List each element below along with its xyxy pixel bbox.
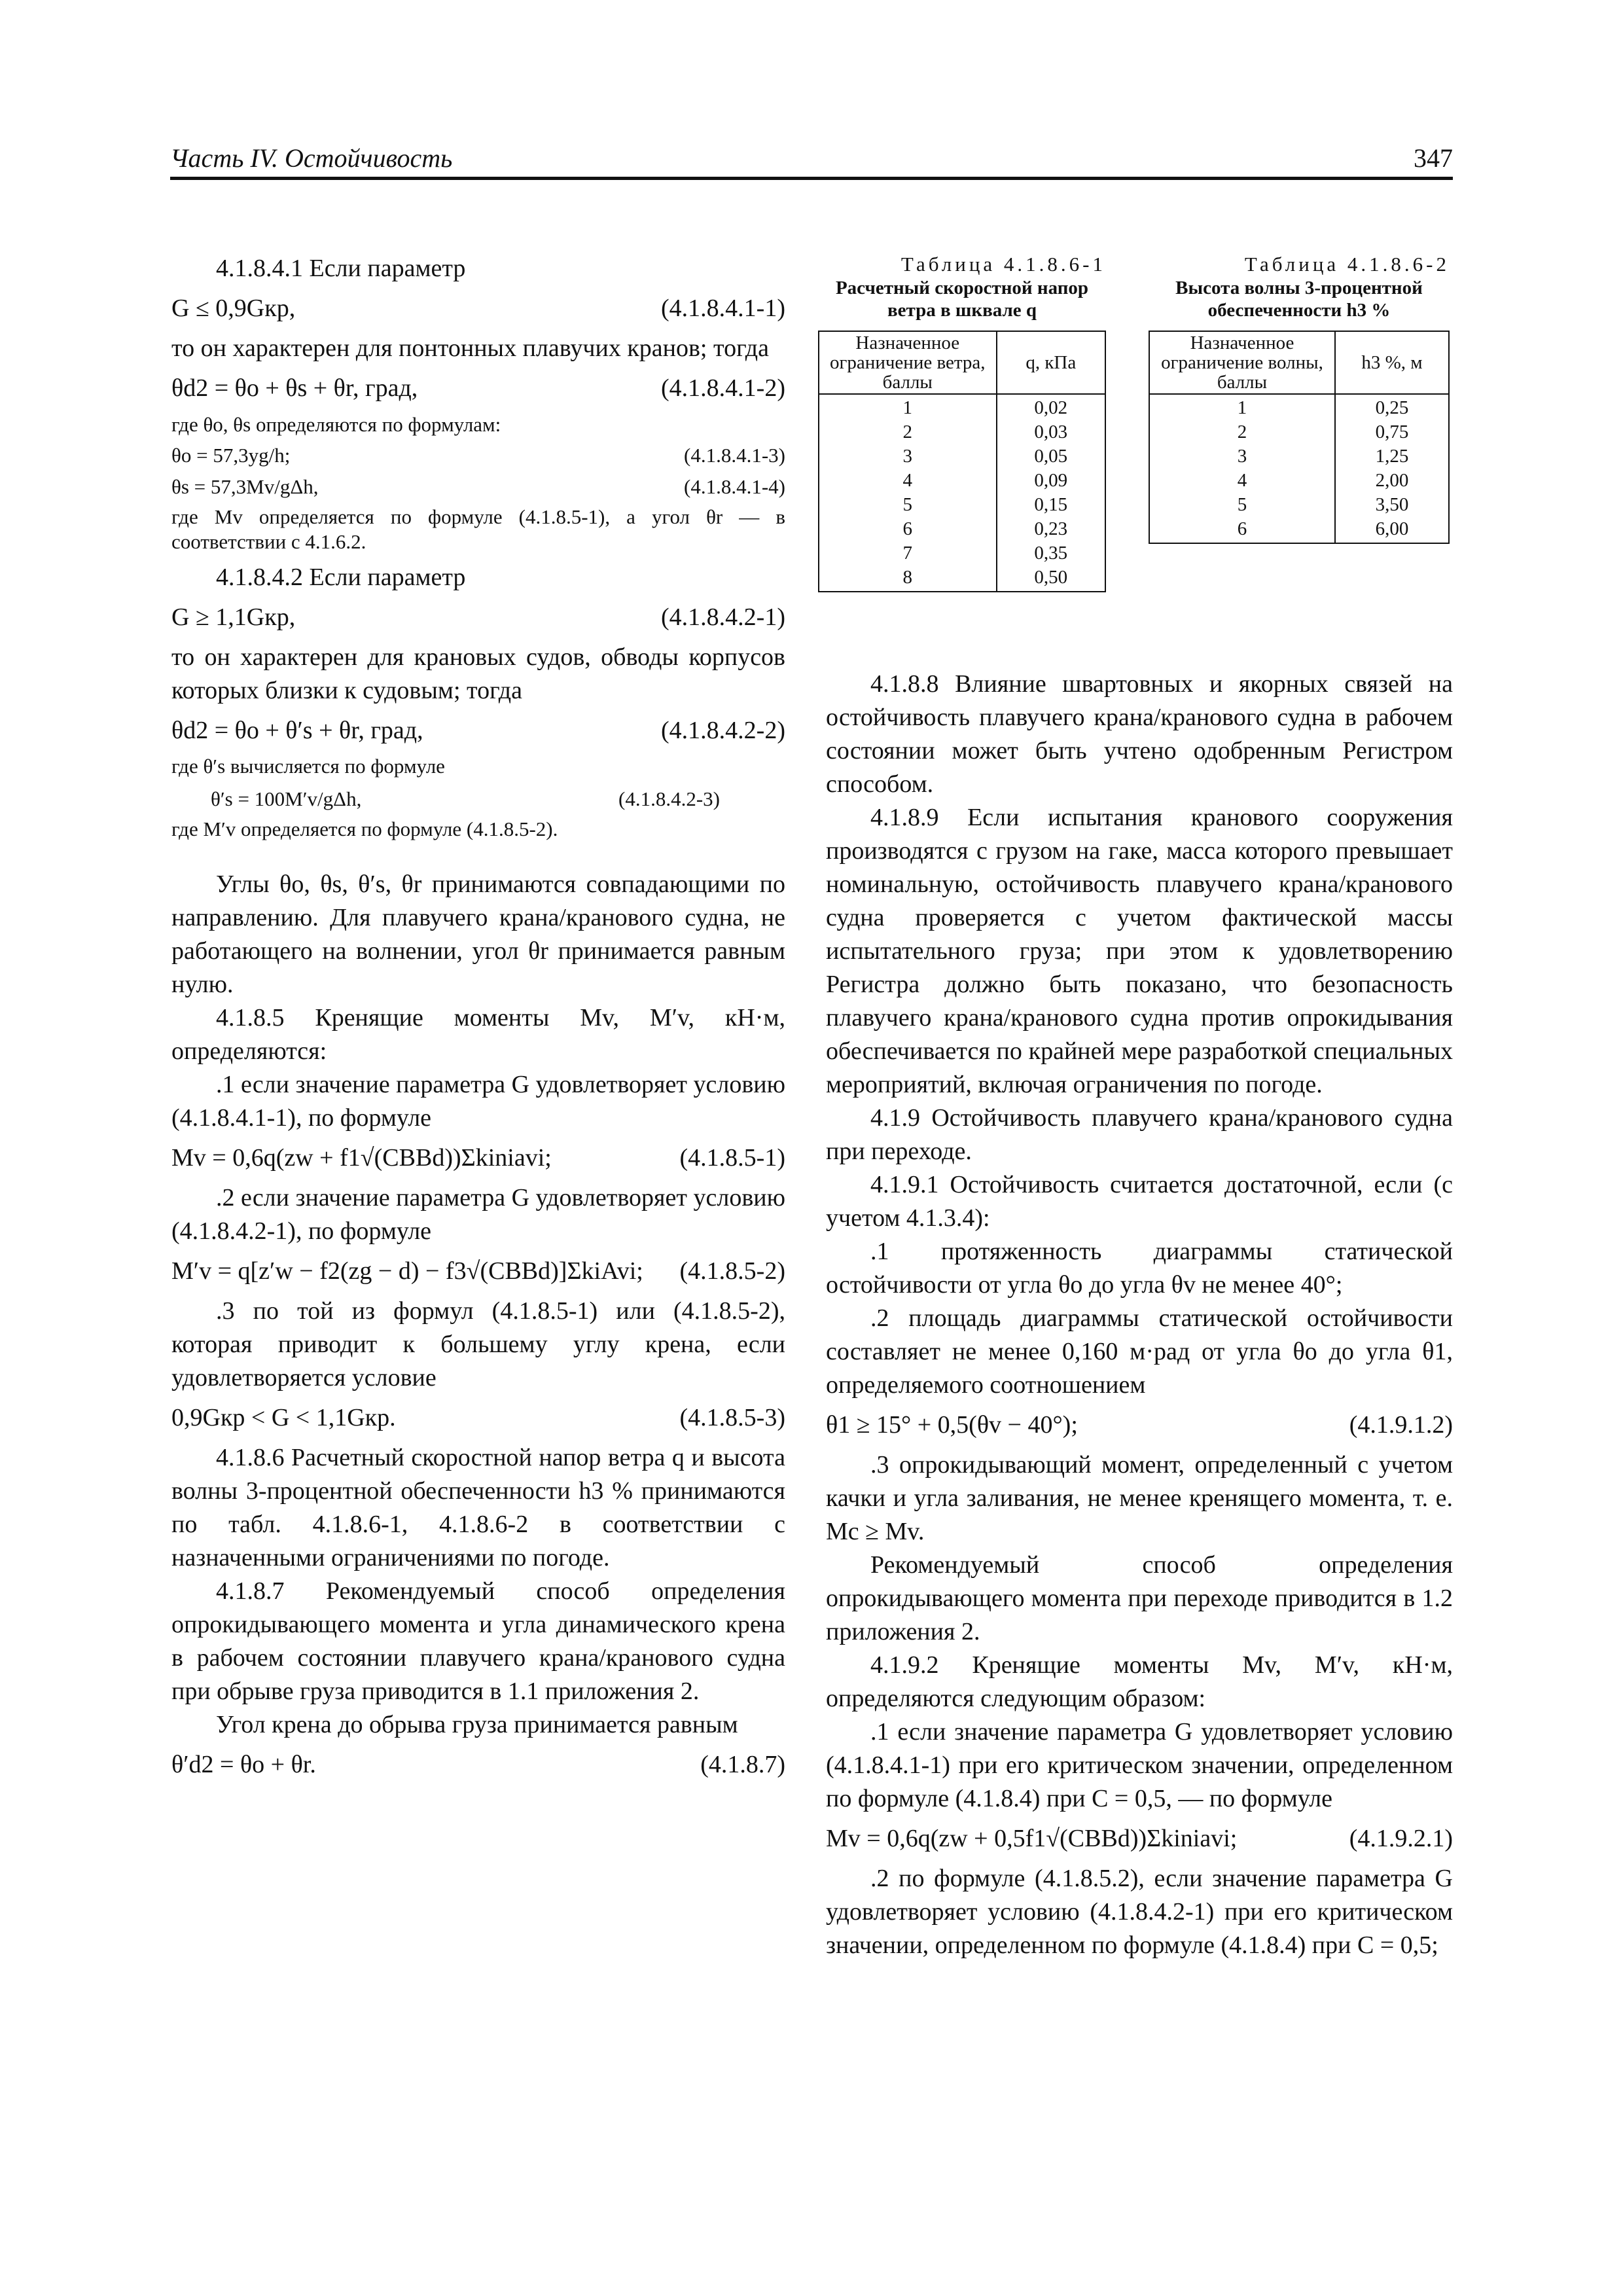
cell-value: 0,09 (1034, 470, 1068, 491)
paragraph: Угол крена до обрыва груза принимается равным (216, 1711, 738, 1738)
paragraph: .1 если значение параметра G удовлетворяет условию (4.1.8.4.1-1) при его критическом значении, определенном по формуле (4.1.8.4) при C = 0,5, — по формуле (826, 1718, 1453, 1812)
formula-note: где Mv определяется по формуле (4.1.8.5-1), а угол θr — в соответствии с 4.1.6.2. (171, 505, 785, 553)
paragraph: .3 по той из формул (4.1.8.5-1) или (4.1.8.5-2), которая приводит к большему углу крена, если удовлетворяется условие (171, 1297, 785, 1391)
cell-value: 1 (902, 397, 913, 418)
formula-expr: G ≥ 1,1Gкр, (171, 603, 296, 631)
paragraph: то он характерен для крановых судов, обводы корпусов которых близки к судовым; тогда (171, 643, 785, 704)
cell-value: 7 (902, 543, 913, 564)
cell-value: 2 (1237, 422, 1247, 442)
formula (171, 601, 785, 634)
formula (171, 1255, 785, 1288)
paragraph: 4.1.8.8 Влияние швартовных и якорных связей на остойчивость плавучего крана/кранового судна в рабочем состоянии может быть учтено одобренным Регистром способом. (826, 670, 1453, 798)
cell-value: 6,00 (1375, 518, 1409, 539)
paragraph: .2 площадь диаграммы статической остойчивости составляет не менее 0,160 м·рад от угла θo до угла θ1, определяемого соотношением (826, 1304, 1453, 1399)
table-4-1-8-6-1 (818, 252, 1106, 592)
table-header-row (819, 331, 1105, 394)
running-header (170, 143, 1453, 180)
formula-expr: θd2 = θo + θs + θr, град, (171, 374, 418, 402)
formula-number: (4.1.8.4.1-3) (684, 444, 785, 467)
paragraph: .2 если значение параметра G удовлетворяет условию (4.1.8.4.2-1), по формуле (171, 1184, 785, 1245)
formula-number: (4.1.8.7) (700, 1751, 785, 1778)
formula-number: (4.1.8.4.1-1) (661, 295, 785, 322)
formula-number: (4.1.9.1.2) (1349, 1411, 1453, 1439)
formula-number: (4.1.8.4.2-1) (661, 603, 785, 631)
formula-number: (4.1.8.4.2-2) (661, 717, 785, 744)
formula-note: где θ′s вычисляется по формуле (171, 755, 445, 778)
table-caption: Таблица 4.1.8.6-1 (901, 253, 1106, 276)
paragraph: 4.1.8.4.1 Если параметр (216, 255, 466, 282)
cell-value: 0,50 (1034, 567, 1068, 588)
data-table (1149, 331, 1450, 544)
table-cell (1149, 394, 1335, 543)
formula-number: (4.1.8.5-1) (679, 1144, 785, 1172)
paragraph: Рекомендуемый способ определения опрокидывающего момента при переходе приводится в 1.2 приложения 2. (826, 1551, 1453, 1645)
formula-expr: θ′d2 = θo + θr. (171, 1751, 316, 1778)
cell-value: 3 (902, 446, 913, 467)
paragraph: Углы θo, θs, θ′s, θr принимаются совпадающими по направлению. Для плавучего крана/кранового судна, не работающего на волнении, угол θr принимается равным нулю. (171, 870, 785, 998)
paragraph: 4.1.9.2 Кренящие моменты Mv, M′v, кН·м, определяются следующим образом: (826, 1651, 1453, 1712)
cell-value: 0,35 (1034, 543, 1068, 564)
cell-value: 2 (902, 422, 913, 442)
cell-value: 0,25 (1375, 397, 1409, 418)
page-number: 347 (1414, 143, 1453, 173)
table-subtitle: Расчетный скоростной напор ветра в шквале q (835, 278, 1089, 321)
paragraph: .1 протяженность диаграммы статической остойчивости от угла θo до угла θv не менее 40°; (826, 1238, 1453, 1299)
formula-expr: θs = 57,3Mv/gΔh, (171, 475, 319, 498)
section-title: Часть IV. Остойчивость (170, 143, 453, 173)
paragraph: .2 по формуле (4.1.8.5.2), если значение параметра G удовлетворяет условию (4.1.8.4.2-1) при его критическом значении, определенном по формуле (4.1.8.4) при C = 0,5; (826, 1865, 1453, 1959)
table-header-row (1149, 331, 1449, 394)
formula (826, 1822, 1453, 1856)
cell-value: 5 (902, 494, 913, 515)
formula-expr: θd2 = θo + θ′s + θr, град, (171, 717, 423, 744)
table-header: Назначенное ограничение волны, баллы (1149, 331, 1335, 394)
cell-value: 5 (1237, 494, 1247, 515)
cell-value: 0,05 (1034, 446, 1068, 467)
formula-expr: θ′s = 100M′v/gΔh, (211, 787, 362, 810)
cell-value: 0,75 (1375, 422, 1409, 442)
cell-value: 2,00 (1375, 470, 1409, 491)
cell-value: 8 (902, 567, 913, 588)
formula (171, 372, 785, 405)
cell-value: 1 (1237, 397, 1247, 418)
paragraph: 4.1.8.5 Кренящие моменты Mv, M′v, кН·м, определяются: (171, 1004, 785, 1065)
cell-value: 0,03 (1034, 422, 1068, 442)
formula-expr: θo = 57,3yg/h; (171, 444, 291, 467)
formula (171, 1748, 785, 1782)
formula (826, 1408, 1453, 1442)
formula (171, 714, 785, 747)
table-header: q, кПа (997, 331, 1105, 394)
formula (171, 1141, 785, 1175)
formula (171, 473, 785, 501)
table-cell (1335, 394, 1449, 543)
formula (171, 785, 785, 813)
paragraph: 4.1.9.1 Остойчивость считается достаточной, если (с учетом 4.1.3.4): (826, 1171, 1453, 1232)
cell-value: 3 (1237, 446, 1247, 467)
cell-value: 4 (1237, 470, 1247, 491)
cell-value: 0,23 (1034, 518, 1068, 539)
paragraph: .1 если значение параметра G удовлетворяет условию (4.1.8.4.1-1), по формуле (171, 1071, 785, 1132)
table-4-1-8-6-2 (1149, 252, 1450, 544)
table-cell (997, 394, 1105, 592)
formula-expr: Mv = 0,6q(zw + f1√(CBBd))Σkiniavi; (171, 1144, 552, 1172)
table-header: h3 %, м (1335, 331, 1449, 394)
formula (171, 442, 785, 469)
data-table (818, 331, 1106, 592)
formula (171, 292, 785, 325)
formula-expr: Mv = 0,6q(zw + 0,5f1√(CBBd))Σkiniavi; (826, 1825, 1238, 1852)
cell-value: 3,50 (1375, 494, 1409, 515)
paragraph: 4.1.9 Остойчивость плавучего крана/кранового судна при переходе. (826, 1104, 1453, 1165)
paragraph: 4.1.8.9 Если испытания кранового сооружения производятся с грузом на гаке, масса которого превышает номинальную, остойчивость плавучего крана/кранового судна проверяется с учетом фактической массы испытательного груза; при этом к удовлетворению Регистра должно быть показано, что безопасность плавучего крана/кранового судна против опрокидывания обеспечивается по крайней мере разработкой специальных мероприятий, включая ограничения по погоде. (826, 804, 1453, 1098)
paragraph: 4.1.8.7 Рекомендуемый способ определения опрокидывающего момента и угла динамического крена в рабочем состоянии плавучего крана/кранового судна при обрыве груза приводится в 1.1 приложения 2. (171, 1577, 785, 1705)
left-column (171, 252, 785, 1788)
table-row (1149, 394, 1449, 543)
paragraph: 4.1.8.6 Расчетный скоростной напор ветра q и высота волны 3-процентной обеспеченности h3 % принимаются по табл. 4.1.8.6-1, 4.1.8.6-2 в соответствии с назначенными ограничениями по погоде. (171, 1444, 785, 1571)
table-subtitle: Высота волны 3-процентной обеспеченности h3 % (1175, 278, 1423, 321)
formula-expr: θ1 ≥ 15° + 0,5(θv − 40°); (826, 1411, 1078, 1439)
formula-expr: M′v = q[z′w − f2(zg − d) − f3√(CBBd)]ΣkiAvi; (171, 1257, 643, 1285)
formula-number: (4.1.8.4.2-3) (618, 787, 720, 810)
formula-number: (4.1.9.2.1) (1349, 1825, 1453, 1852)
formula-expr: G ≤ 0,9Gкр, (171, 295, 296, 322)
cell-value: 6 (902, 518, 913, 539)
formula-number: (4.1.8.4.1-4) (684, 475, 785, 498)
formula-expr: 0,9Gкр < G < 1,1Gкр. (171, 1404, 396, 1431)
paragraph: 4.1.8.4.2 Если параметр (216, 564, 466, 591)
paragraph: .3 опрокидывающий момент, определенный с учетом качки и угла заливания, не менее кренящего момента, т. е. Mc ≥ Mv. (826, 1451, 1453, 1545)
formula-note: где M′v определяется по формуле (4.1.8.5-2). (171, 817, 558, 840)
table-cell (819, 394, 997, 592)
formula (171, 1401, 785, 1435)
cell-value: 6 (1237, 518, 1247, 539)
paragraph: то он характерен для понтонных плавучих кранов; тогда (171, 334, 769, 362)
paragraph: где θo, θs определяются по формулам: (171, 413, 501, 436)
formula-number: (4.1.8.5-2) (679, 1257, 785, 1285)
cell-value: 0,02 (1034, 397, 1068, 418)
formula-number: (4.1.8.4.1-2) (661, 374, 785, 402)
table-row (819, 394, 1105, 592)
cell-value: 1,25 (1375, 446, 1409, 467)
right-column (826, 668, 1453, 1962)
table-caption: Таблица 4.1.8.6-2 (1244, 253, 1450, 276)
formula-number: (4.1.8.5-3) (679, 1404, 785, 1431)
cell-value: 4 (902, 470, 913, 491)
table-header: Назначенное ограничение ветра, баллы (819, 331, 997, 394)
cell-value: 0,15 (1034, 494, 1068, 515)
